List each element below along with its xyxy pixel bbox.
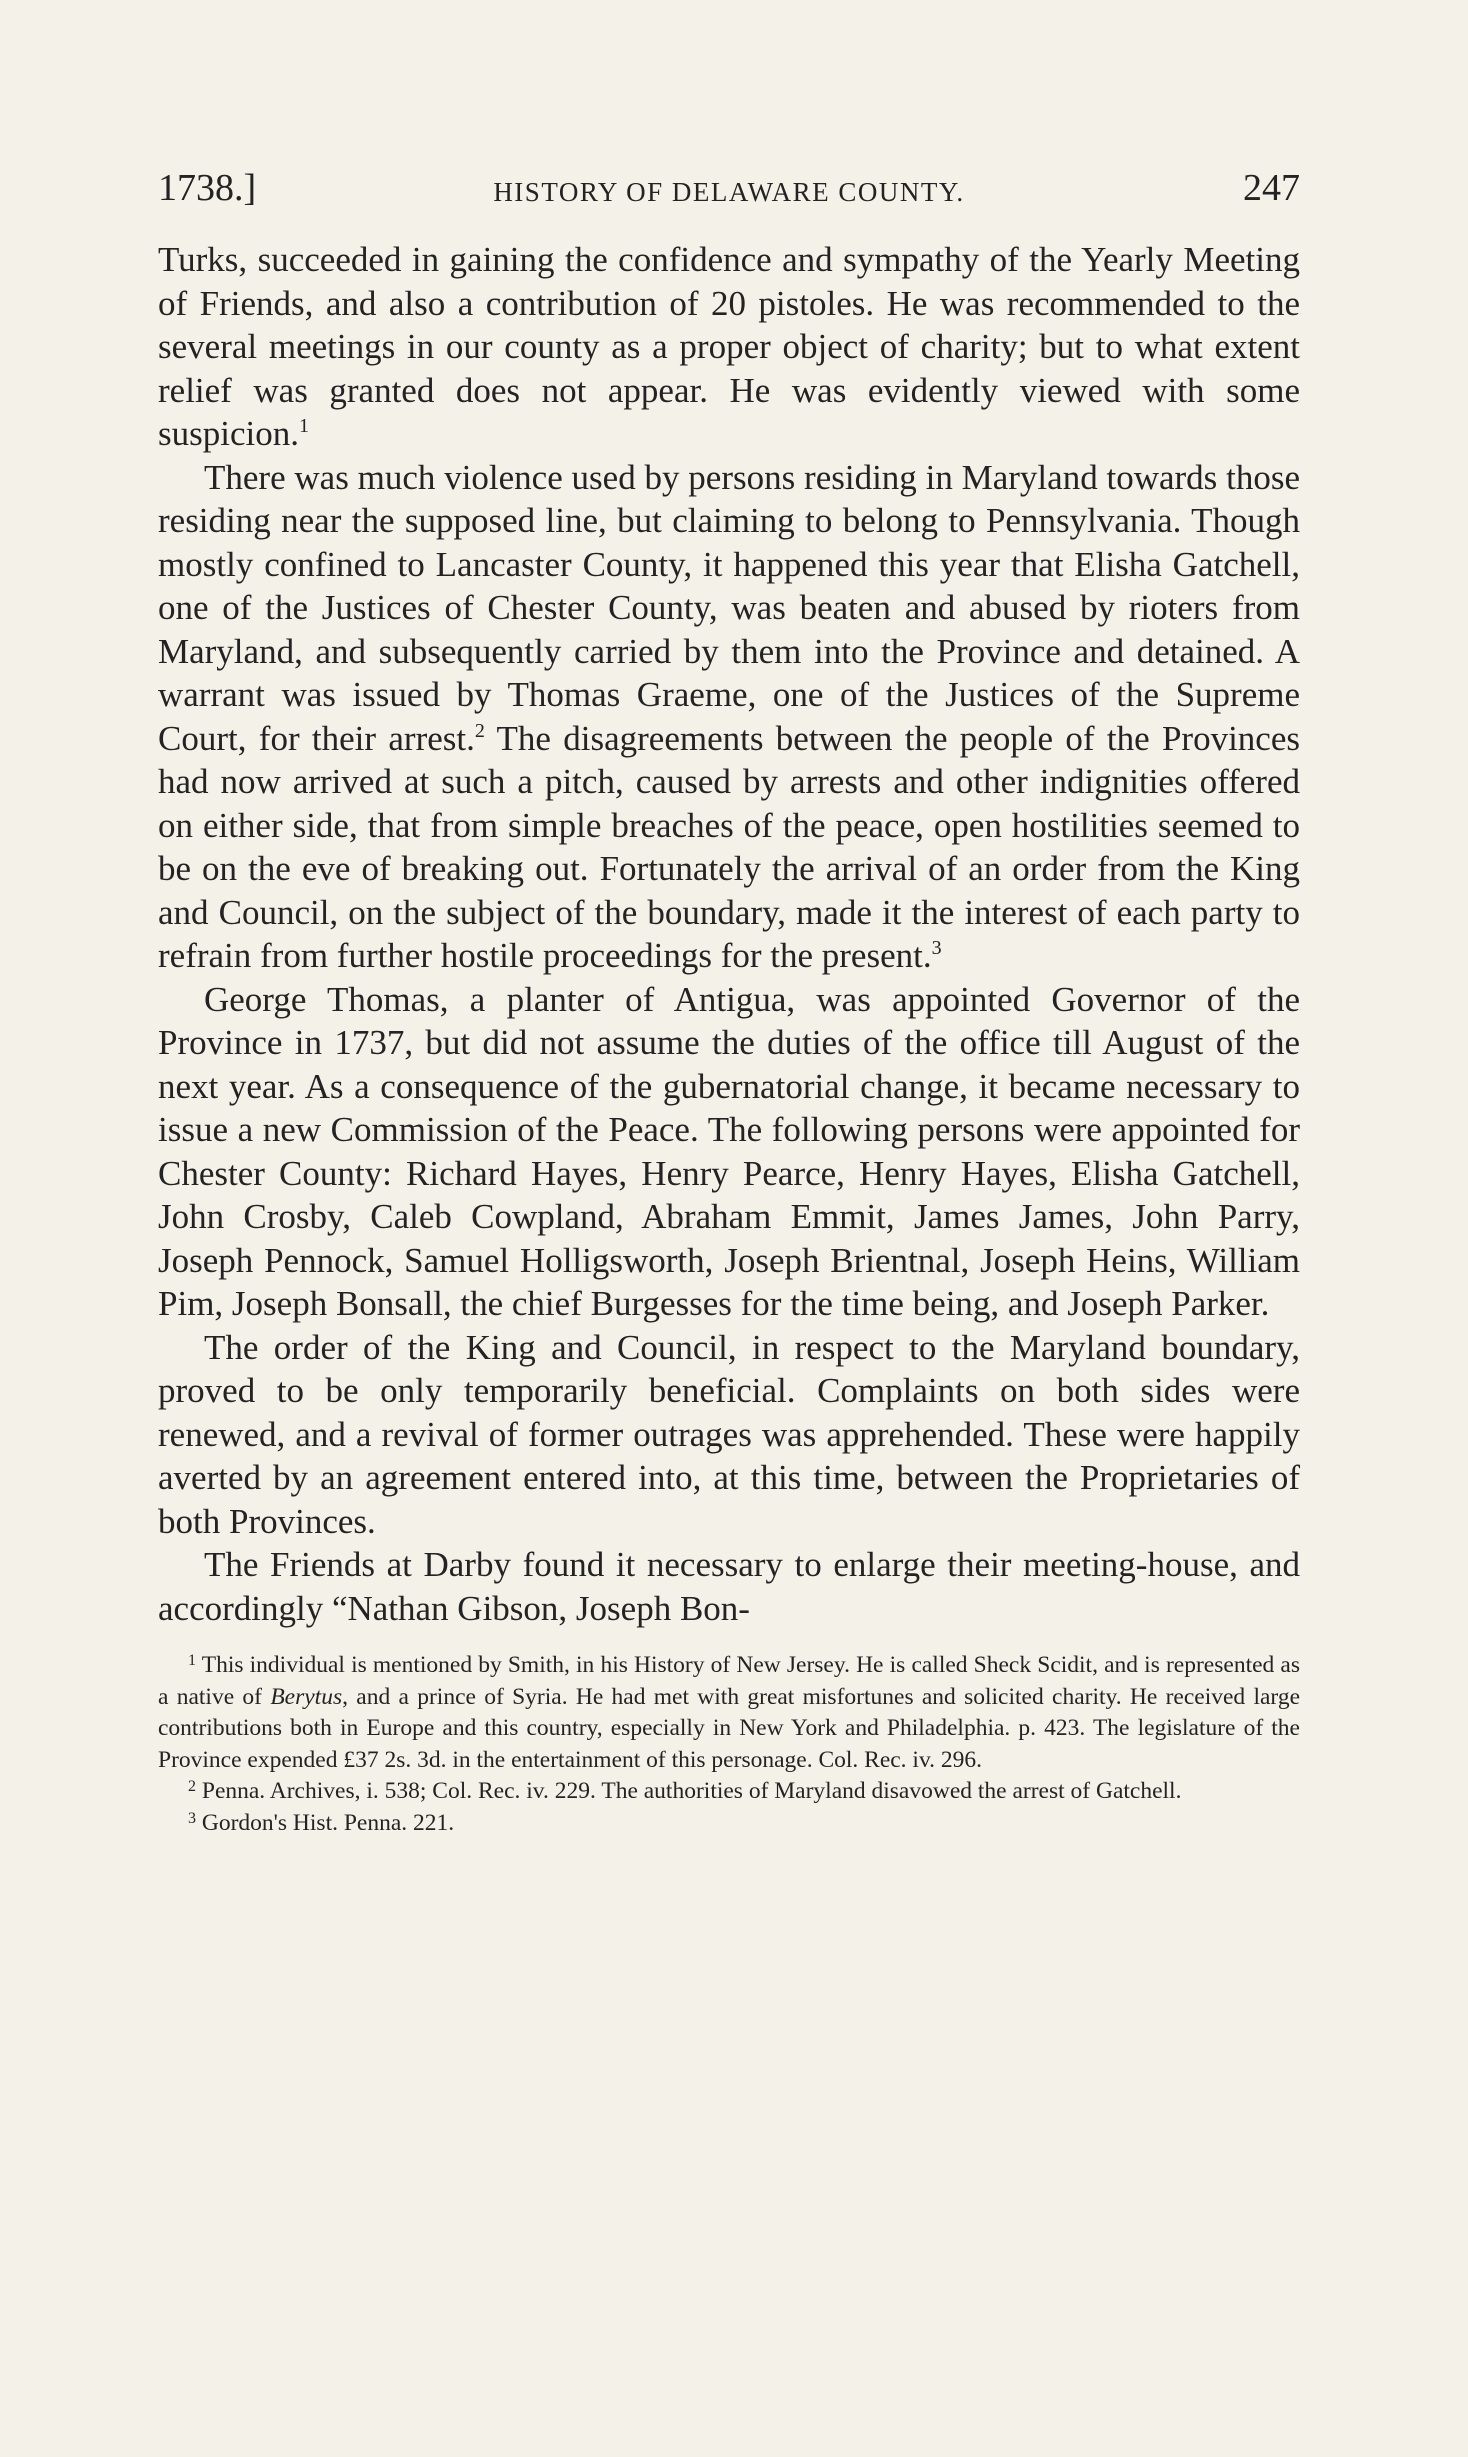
footnote-1-text-a: This individual is mentioned by Smith, in his History of New Jersey. He is called Sheck Scidit, and is represented as a native of bbox=[158, 1652, 1300, 1710]
footnote-2-text: Penna. Archives, i. 538; Col. Rec. iv. 229. The authorities of Maryland disavowed the arrest of Gatchell. bbox=[201, 1778, 1182, 1804]
footnote-ref-3: 3 bbox=[931, 937, 942, 959]
paragraph-3: George Thomas, a planter of Antigua, was appointed Governor of the Province in 1737, but did not assume the duties of the office till August of the next year. As a consequence of the gubernatorial change, it became necessary to issue a new Commission of the Peace. The following persons were appointed for Chester County: Richard Hayes, Henry Pearce, Henry Hayes, Elisha Gatchell, John Crosby, Caleb Cowpland, Abraham Emmit, James James, John Parry, Joseph Pennock, Samuel Holligsworth, Joseph Brientnal, Joseph Heins, William Pim, Joseph Bonsall, the chief Burgesses for the time being, and Joseph Parker. bbox=[158, 979, 1300, 1323]
footnote-1-mark: 1 bbox=[188, 1652, 196, 1669]
header-title: HISTORY OF DELAWARE COUNTY. bbox=[493, 177, 965, 207]
book-page bbox=[158, 160, 1300, 1839]
footnote-ref-2: 2 bbox=[474, 719, 485, 742]
paragraph-4: The order of the King and Council, in respect to the Maryland boundary, proved to be only temporarily beneficial. Complaints on both sides were renewed, and a revival of former outrages was apprehended. These were happily averted by an agreement entered into, at this time, between the Proprietaries of both Provinces. bbox=[158, 1327, 1300, 1541]
paragraph-5: The Friends at Darby found it necessary to enlarge their meeting-house, and accordingly “Nathan Gibson, Joseph Bon- bbox=[158, 1545, 1300, 1628]
footnote-3-text: Gordon's Hist. Penna. 221. bbox=[201, 1809, 455, 1836]
body-text bbox=[158, 238, 1300, 1630]
footnote-2 bbox=[158, 1776, 1300, 1808]
footnote-1-italic: Berytus bbox=[270, 1683, 343, 1710]
footnotes bbox=[158, 1650, 1300, 1839]
paragraph-1 bbox=[158, 238, 1300, 456]
paragraph-2-text-a: There was much violence used by persons residing in Maryland towards those residing near the supposed line, but claiming to belong to Pennsylvania. Though mostly confined to Lancaster County, it happened this year that Elisha Gatchell, one of the Justices of Chester County, was beaten and abused by rioters from Maryland, and subsequently carried by them into the Province and detained. A warrant was issued by Thomas Graeme, one of the Justices of the Supreme Court, for their arrest. bbox=[158, 457, 1300, 758]
footnote-3-mark: 3 bbox=[188, 1809, 196, 1827]
footnote-2-mark: 2 bbox=[188, 1778, 196, 1795]
footnote-1 bbox=[158, 1650, 1300, 1776]
page-number: 247 bbox=[1243, 167, 1300, 209]
header-year: 1738.] bbox=[158, 167, 257, 209]
running-header bbox=[158, 160, 1300, 216]
paragraph-2 bbox=[158, 456, 1300, 978]
footnote-3 bbox=[158, 1808, 1300, 1840]
footnote-1-text-b: , and a prince of Syria. He had met with great misfortunes and solicited charity. He received large contributions both in Europe and this country, especially in New York and Philadelphia. p. 423. The legislature of the Province expended £37 2s. 3d. in the entertainment of this personage. Col. Rec. iv. 296. bbox=[158, 1683, 1300, 1773]
paragraph-2-text-b: The disagreements between the people of the Provinces had now arrived at such a pitch, caused by arrests and other indignities offered on either side, that from simple breaches of the peace, open hostilities seemed to be on the eve of breaking out. Fortunately the arrival of an order from the King and Council, on the subject of the boundary, made it the interest of each party to refrain from further hostile proceedings for the present. bbox=[158, 718, 1300, 975]
footnote-ref-1: 1 bbox=[298, 415, 309, 437]
paragraph-1-text: Turks, succeeded in gaining the confidence and sympathy of the Yearly Meeting of Friends, and also a contribution of 20 pistoles. He was recommended to the several meetings in our county as a proper object of charity; but to what extent relief was granted does not appear. He was evidently viewed with some suspicion. bbox=[158, 240, 1300, 453]
